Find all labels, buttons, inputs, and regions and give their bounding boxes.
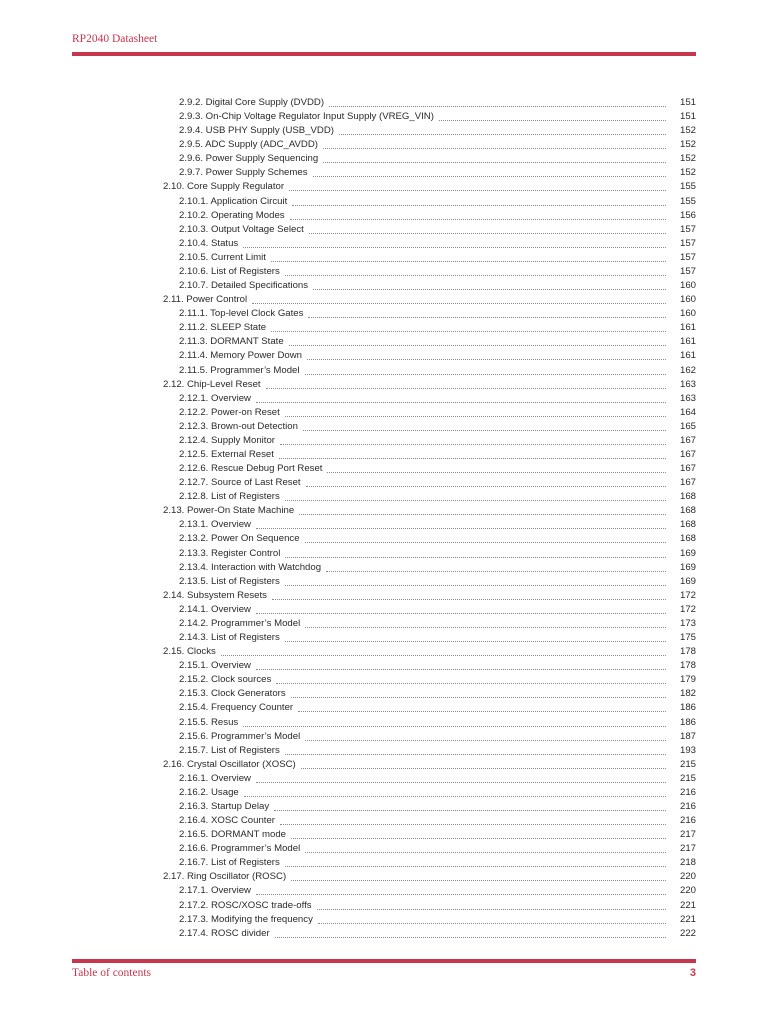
dot-leader [313, 288, 666, 290]
dot-leader [305, 739, 666, 741]
footer-rule [72, 959, 696, 963]
toc-entry-label: 2.15.3. Clock Generators [179, 688, 286, 700]
toc-entry-label: 2.12.2. Power-on Reset [179, 406, 280, 418]
toc-entry[interactable] [0, 223, 768, 237]
toc-entry[interactable] [0, 195, 768, 209]
toc-entry[interactable] [0, 884, 768, 898]
toc-entry-label: 2.12.3. Brown-out Detection [179, 420, 298, 432]
dot-leader [292, 204, 666, 206]
toc-entry-label: 2.15. Clocks [163, 646, 216, 658]
dot-leader [280, 823, 666, 825]
toc-entry-label: 2.9.2. Digital Core Supply (DVDD) [179, 97, 325, 108]
toc-entry-page: 157 [679, 265, 696, 277]
toc-entry[interactable] [0, 744, 768, 758]
toc-entry[interactable] [0, 110, 768, 124]
footer-section-title: Table of contents [72, 967, 152, 979]
toc-entry[interactable] [0, 406, 768, 420]
toc-entry-page: 163 [679, 378, 696, 390]
toc-entry-page: 168 [679, 533, 696, 545]
toc-entry-page: 186 [679, 716, 696, 728]
dot-leader [317, 908, 666, 910]
toc-entry[interactable] [0, 856, 768, 870]
toc-entry-label: 2.17.4. ROSC divider [179, 927, 270, 939]
toc-entry[interactable] [0, 730, 768, 744]
toc-entry[interactable] [0, 518, 768, 532]
dot-leader [285, 753, 666, 755]
toc-entry-label: 2.10.2. Operating Modes [179, 209, 285, 221]
page-number: 3 [689, 967, 696, 979]
dot-leader [244, 795, 666, 797]
dot-leader [305, 541, 666, 543]
dot-leader [309, 232, 666, 234]
toc-entry[interactable] [0, 842, 768, 856]
toc-entry[interactable] [0, 335, 768, 349]
toc-entry-page: 173 [679, 617, 696, 629]
toc-entry-label: 2.9.5. ADC Supply (ADC_AVDD) [179, 139, 318, 151]
dot-leader [276, 682, 666, 684]
toc-entry[interactable] [0, 448, 768, 462]
toc-entry[interactable] [0, 814, 768, 828]
dot-leader [299, 513, 666, 515]
toc-entry-label: 2.12. Chip-Level Reset [163, 378, 261, 390]
dot-leader [256, 527, 666, 529]
toc-entry-page: 162 [679, 364, 696, 376]
toc-entry[interactable] [0, 420, 768, 434]
toc-entry[interactable] [0, 547, 768, 561]
dot-leader [339, 133, 666, 135]
toc-entry[interactable] [0, 265, 768, 279]
toc-entry-label: 2.10.6. List of Registers [179, 265, 280, 277]
toc-entry-page: 175 [679, 632, 696, 644]
toc-entry-page: 160 [679, 280, 696, 292]
toc-entry-page: 178 [679, 660, 696, 672]
toc-entry-label: 2.12.6. Rescue Debug Port Reset [179, 463, 323, 475]
dot-leader [275, 936, 666, 938]
toc-entry-label: 2.10.4. Status [179, 237, 239, 249]
toc-entry[interactable] [0, 180, 768, 194]
toc-entry-label: 2.9.4. USB PHY Supply (USB_VDD) [179, 125, 334, 137]
toc-entry[interactable] [0, 166, 768, 180]
dot-leader [256, 893, 666, 895]
toc-entry-page: 161 [679, 322, 696, 334]
toc-entry-label: 2.11.1. Top-level Clock Gates [179, 308, 304, 320]
toc-entry-page: 193 [679, 744, 696, 756]
toc-entry-page: 157 [679, 251, 696, 263]
toc-entry[interactable] [0, 687, 768, 701]
toc-entry[interactable] [0, 321, 768, 335]
dot-leader [289, 189, 666, 191]
toc-entry-label: 2.13.4. Interaction with Watchdog [179, 561, 322, 573]
dot-leader [329, 105, 666, 107]
toc-entry-page: 215 [679, 758, 696, 770]
toc-entry[interactable] [0, 800, 768, 814]
toc-entry-page: 216 [679, 815, 696, 827]
dot-leader [285, 865, 666, 867]
toc-entry[interactable] [0, 96, 768, 110]
toc-entry-page: 168 [679, 491, 696, 503]
toc-entry[interactable] [0, 575, 768, 589]
dot-leader [285, 584, 666, 586]
toc-entry-label: 2.13.2. Power On Sequence [179, 533, 300, 545]
toc-entry-page: 151 [679, 97, 696, 108]
toc-entry[interactable] [0, 476, 768, 490]
toc-entry-label: 2.13.1. Overview [179, 519, 251, 531]
toc-entry-page: 163 [679, 392, 696, 404]
dot-leader [280, 443, 666, 445]
dot-leader [313, 175, 666, 177]
toc-entry[interactable] [0, 251, 768, 265]
toc-entry-label: 2.16.4. XOSC Counter [179, 815, 275, 827]
toc-entry-label: 2.10.5. Current Limit [179, 251, 266, 263]
toc-entry[interactable] [0, 561, 768, 575]
toc-entry[interactable] [0, 378, 768, 392]
toc-entry[interactable] [0, 152, 768, 166]
toc-entry-page: 168 [679, 519, 696, 531]
toc-entry-page: 157 [679, 237, 696, 249]
toc-entry-label: 2.14.2. Programmer’s Model [179, 617, 301, 629]
toc-entry[interactable] [0, 293, 768, 307]
toc-entry-page: 160 [679, 294, 696, 306]
dot-leader [326, 570, 666, 572]
dot-leader [285, 415, 666, 417]
toc-entry-label: 2.10.7. Detailed Specifications [179, 280, 309, 292]
toc-entry-page: 165 [679, 420, 696, 432]
toc-entry[interactable] [0, 462, 768, 476]
toc-entry[interactable] [0, 758, 768, 772]
dot-leader [305, 373, 666, 375]
toc-entry[interactable] [0, 364, 768, 378]
toc-entry-label: 2.13.5. List of Registers [179, 575, 280, 587]
dot-leader [285, 640, 666, 642]
toc-entry[interactable] [0, 913, 768, 927]
toc-entry-label: 2.16.1. Overview [179, 772, 251, 784]
toc-entry-page: 222 [679, 927, 696, 939]
toc-entry-label: 2.16.3. Startup Delay [179, 801, 270, 812]
toc-entry-page: 217 [679, 829, 696, 841]
toc-entry-label: 2.10.1. Application Circuit [179, 195, 288, 207]
toc-entry[interactable] [0, 701, 768, 715]
toc-entry[interactable] [0, 124, 768, 138]
toc-entry[interactable] [0, 772, 768, 786]
dot-leader [323, 161, 666, 163]
toc-entry-label: 2.13. Power-On State Machine [163, 505, 295, 517]
dot-leader [285, 556, 666, 558]
toc-entry-page: 216 [679, 801, 696, 812]
dot-leader [327, 471, 666, 473]
toc-entry[interactable] [0, 589, 768, 603]
toc-entry-label: 2.14.3. List of Registers [179, 632, 280, 644]
dot-leader [305, 851, 666, 853]
toc-entry-page: 216 [679, 786, 696, 798]
toc-entry-page: 220 [679, 885, 696, 897]
dot-leader [291, 837, 666, 839]
dot-leader [298, 710, 666, 712]
toc-entry-page: 152 [679, 153, 696, 165]
dot-leader [301, 767, 666, 769]
toc-entry-label: 2.10. Core Supply Regulator [163, 181, 285, 193]
dot-leader [272, 598, 666, 600]
dot-leader [318, 922, 666, 924]
toc-entry[interactable] [0, 828, 768, 842]
dot-leader [256, 781, 666, 783]
dot-leader [274, 809, 666, 811]
toc-entry[interactable] [0, 349, 768, 363]
dot-leader [243, 725, 666, 727]
toc-entry-label: 2.11.2. SLEEP State [179, 322, 267, 334]
toc-entry[interactable] [0, 392, 768, 406]
toc-entry-label: 2.13.3. Register Control [179, 547, 281, 559]
toc-entry-page: 220 [679, 871, 696, 883]
dot-leader [289, 344, 666, 346]
toc-entry[interactable] [0, 532, 768, 546]
toc-entry-label: 2.17. Ring Oscillator (ROSC) [163, 871, 287, 883]
toc-entry-page: 157 [679, 223, 696, 235]
toc-entry[interactable] [0, 237, 768, 251]
toc-entry[interactable] [0, 673, 768, 687]
toc-entry-page: 187 [679, 730, 696, 742]
toc-entry-label: 2.16.7. List of Registers [179, 857, 280, 869]
toc-entry[interactable] [0, 927, 768, 941]
toc-entry-label: 2.15.1. Overview [179, 660, 251, 672]
toc-entry-page: 172 [679, 589, 696, 601]
toc-entry-page: 218 [679, 857, 696, 869]
toc-entry-page: 161 [679, 336, 696, 348]
toc-entry[interactable] [0, 209, 768, 223]
toc-entry-page: 168 [679, 505, 696, 517]
dot-leader [252, 302, 666, 304]
dot-leader [323, 147, 666, 149]
toc-entry-page: 164 [679, 406, 696, 418]
toc-entry-label: 2.16.2. Usage [179, 786, 239, 798]
toc-entry-page: 221 [679, 899, 696, 911]
dot-leader [291, 879, 666, 881]
toc-entry-page: 151 [679, 111, 696, 123]
toc-entry-label: 2.17.2. ROSC/XOSC trade-offs [179, 899, 312, 911]
toc-entry-page: 152 [679, 125, 696, 137]
toc-entry-label: 2.16.6. Programmer’s Model [179, 843, 301, 855]
toc-entry[interactable] [0, 504, 768, 518]
dot-leader [285, 274, 666, 276]
dot-leader [271, 260, 666, 262]
dot-leader [285, 499, 666, 501]
toc-entry-label: 2.15.2. Clock sources [179, 674, 272, 686]
toc-entry-label: 2.15.7. List of Registers [179, 744, 280, 756]
toc-entry-page: 179 [679, 674, 696, 686]
toc-entry-page: 167 [679, 463, 696, 475]
toc-entry-label: 2.11.3. DORMANT State [179, 336, 284, 348]
toc-entry-label: 2.15.6. Programmer’s Model [179, 730, 301, 742]
toc-entry-label: 2.10.3. Output Voltage Select [179, 223, 304, 235]
dot-leader [271, 330, 666, 332]
toc-entry-page: 217 [679, 843, 696, 855]
toc-entry-label: 2.9.6. Power Supply Sequencing [179, 153, 319, 165]
toc-entry-label: 2.14.1. Overview [179, 603, 251, 615]
toc-entry[interactable] [0, 307, 768, 321]
toc-entry-page: 156 [679, 209, 696, 221]
dot-leader [256, 612, 666, 614]
toc-entry-page: 155 [679, 195, 696, 207]
dot-leader [305, 626, 666, 628]
toc-entry[interactable] [0, 279, 768, 293]
dot-leader [256, 668, 666, 670]
dot-leader [303, 429, 666, 431]
toc-entry-label: 2.17.3. Modifying the frequency [179, 913, 313, 925]
toc-entry-label: 2.12.7. Source of Last Reset [179, 477, 301, 489]
toc-entry-label: 2.11.5. Programmer’s Model [179, 364, 300, 376]
toc-entry-label: 2.12.8. List of Registers [179, 491, 280, 503]
toc-entry-page: 160 [679, 308, 696, 320]
toc-entry-label: 2.12.1. Overview [179, 392, 251, 404]
toc-entry-page: 186 [679, 702, 696, 714]
running-header-title: RP2040 Datasheet [72, 33, 158, 45]
toc-entry-page: 182 [679, 688, 696, 700]
dot-leader [307, 358, 666, 360]
toc-entry[interactable] [0, 631, 768, 645]
toc-entry[interactable] [0, 603, 768, 617]
dot-leader [439, 119, 666, 121]
toc-entry-label: 2.16. Crystal Oscillator (XOSC) [163, 758, 296, 770]
toc-entry-page: 178 [679, 646, 696, 658]
toc-entry-page: 152 [679, 167, 696, 179]
toc-entry-label: 2.9.7. Power Supply Schemes [179, 167, 308, 179]
toc-entry-label: 2.12.4. Supply Monitor [179, 434, 275, 446]
dot-leader [308, 316, 666, 318]
toc-entry-label: 2.15.4. Frequency Counter [179, 702, 294, 714]
dot-leader [306, 485, 666, 487]
toc-entry-page: 167 [679, 477, 696, 489]
header-rule [72, 52, 696, 56]
toc-entry-label: 2.12.5. External Reset [179, 449, 274, 460]
toc-entry-page: 152 [679, 139, 696, 151]
toc-entry-page: 167 [679, 449, 696, 460]
dot-leader [256, 401, 666, 403]
dot-leader [221, 654, 666, 656]
toc-entry[interactable] [0, 490, 768, 504]
toc-entry[interactable] [0, 138, 768, 152]
toc-entry-label: 2.16.5. DORMANT mode [179, 829, 286, 841]
toc-entry[interactable] [0, 786, 768, 800]
toc-entry-page: 161 [679, 350, 696, 362]
toc-entry[interactable] [0, 870, 768, 884]
toc-entry[interactable] [0, 645, 768, 659]
dot-leader [290, 218, 666, 220]
toc-entry-label: 2.11.4. Memory Power Down [179, 350, 302, 362]
toc-entry-page: 221 [679, 913, 696, 925]
toc-entry-label: 2.9.3. On-Chip Voltage Regulator Input Supply (VREG_VIN) [179, 111, 434, 123]
toc-entry[interactable] [0, 716, 768, 730]
toc-entry-label: 2.11. Power Control [163, 294, 248, 306]
dot-leader [266, 387, 666, 389]
toc-entry[interactable] [0, 659, 768, 673]
toc-entry-page: 169 [679, 575, 696, 587]
toc-entry-page: 167 [679, 434, 696, 446]
toc-entry-page: 169 [679, 561, 696, 573]
toc-entry-label: 2.17.1. Overview [179, 885, 251, 897]
toc-entry-label: 2.15.5. Resus [179, 716, 239, 728]
toc-entry[interactable] [0, 899, 768, 913]
dot-leader [279, 457, 666, 459]
toc-entry[interactable] [0, 434, 768, 448]
toc-entry-page: 215 [679, 772, 696, 784]
toc-entry-page: 172 [679, 603, 696, 615]
toc-entry-page: 169 [679, 547, 696, 559]
toc-entry-label: 2.14. Subsystem Resets [163, 589, 267, 601]
dot-leader [291, 696, 666, 698]
dot-leader [243, 246, 666, 248]
toc-entry[interactable] [0, 617, 768, 631]
toc-entry-page: 155 [679, 181, 696, 193]
